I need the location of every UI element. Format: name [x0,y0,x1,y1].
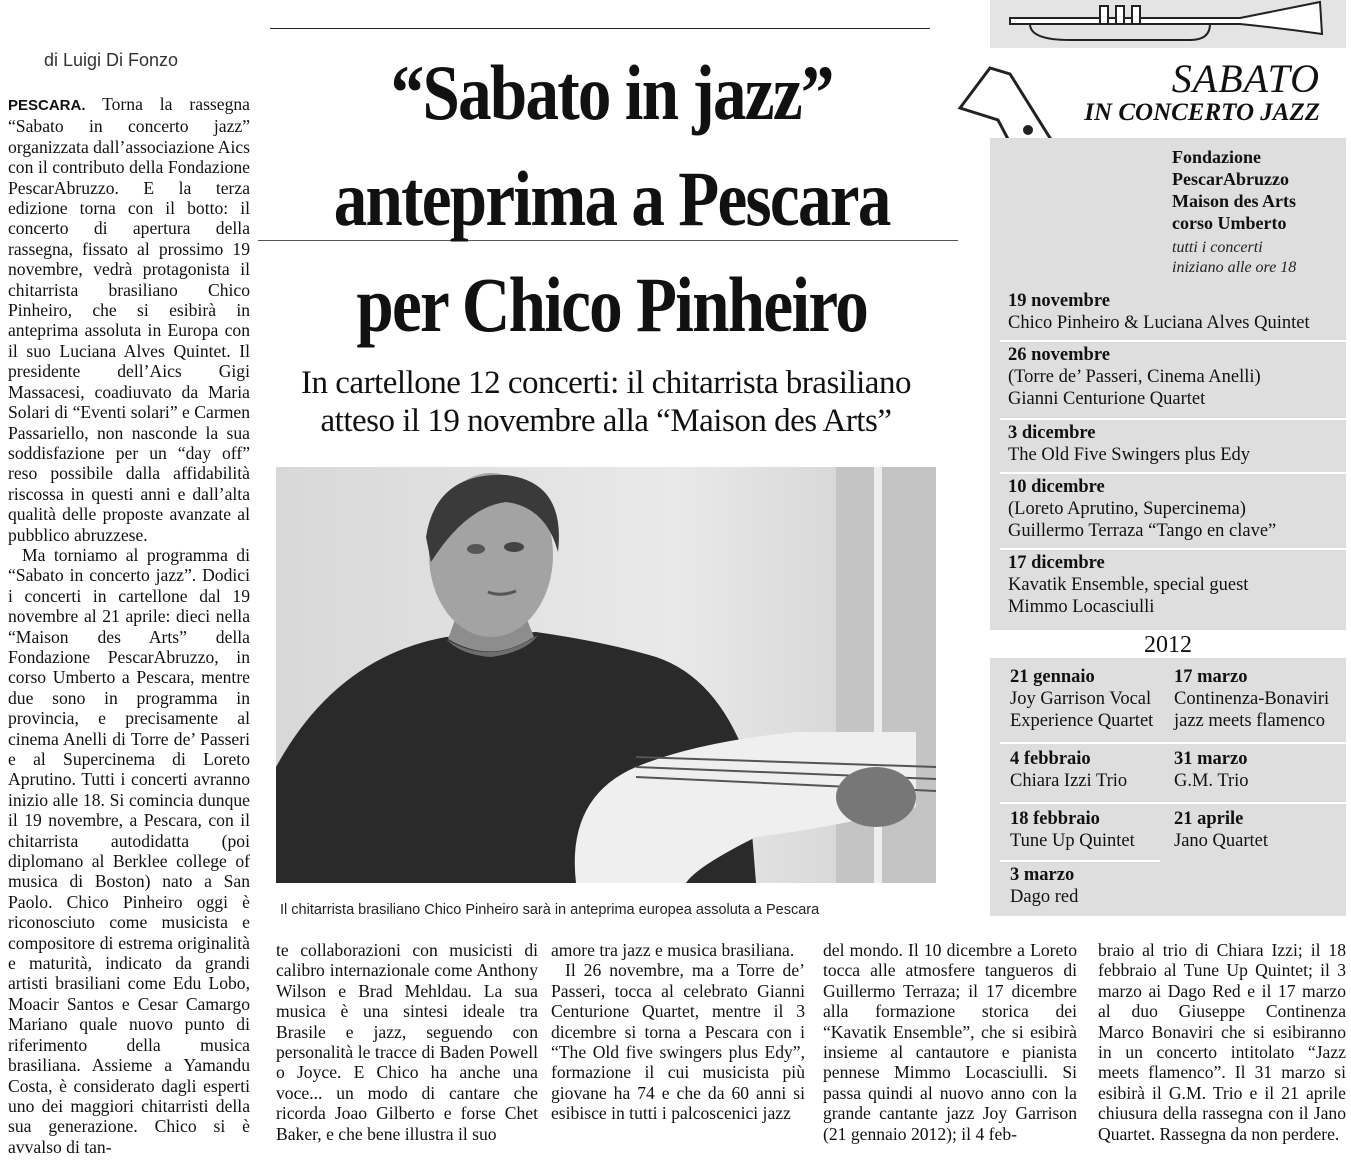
trumpet-icon [990,0,1346,48]
headline [272,40,951,358]
event-line: Continenza-Bonaviri [1174,689,1330,709]
event-item [1010,666,1180,732]
venue-line-4: corso Umberto [1172,213,1287,233]
event-date: 18 febbraio [1010,809,1100,829]
article-paragraph-1: Torna la rassegna “Sabato in concerto jazz” organizzata dall’associazione Aics con il contributo della Fondazione PescarAbruzzo. E la terza edizione torna con il botto: il concerto di apertura della rassegna, fissato al prossimo 19 novembre, vedrà protagonista il chitarrista brasiliano Chico Pinheiro, che si esibirà in anteprima assoluta in Europa con il suo Luciana Alves Quintet. Il presidente dell’Aics Gigi Massacesi, coadiuvato da Maria Solari di “Eventi solari” e Carmen Passariello, non nasconde la sua soddisfazione per un “day off” reso possibile dalla affidabilità riscossa in questi anni e dall’alta qualità delle proposte avanzate al pubblico abruzzese. [8,94,250,545]
event-item [1008,290,1342,334]
photo-illustration [276,467,936,883]
headline-line-1: “Sabato in jazz” [390,49,833,136]
event-line: Dago red [1010,887,1079,907]
event-date: 21 gennaio [1010,667,1095,687]
start-time-note-line-2: iniziano alle ore 18 [1172,259,1297,276]
start-time-note-line-1: tutti i concerti [1172,239,1263,256]
subheadline [276,364,936,440]
event-item [1008,344,1342,410]
article-column-4-text: del mondo. Il 10 dicembre a Loreto tocca alle atmosfere tangueros di Guillermo Terraza; il 17 dicembre alla formazione storica dei “Kavatik Ensemble”, che si esibirà insieme al cantautore e pianista pennese Mimmo Locasciulli. Si passa quindi al nuovo anno con la grande cantante jazz Joy Garrison (21 gennaio 2012); il 4 feb- [823,940,1077,1144]
article-column-3-text-b: Il 26 novembre, ma a Torre de’ Passeri, tocca al celebrato Gianni Centurione Quartet, mentre il 3 dicembre si torna a Pescara con i “The Old five swingers plus Edy”, formazione il cui musicista più giovane ha 74 e che da 60 anni si esibisce in tutti i palcoscenici jazz [551,960,805,1124]
event-divider [1000,340,1346,342]
event-line: G.M. Trio [1174,771,1249,791]
event-date: 17 dicembre [1008,553,1105,573]
sidebar-title [1080,58,1320,126]
article-column-5 [1098,940,1346,1166]
event-line: Chico Pinheiro & Luciana Alves Quintet [1008,313,1310,333]
venue-line-1: Fondazione [1172,147,1262,167]
event-line: Mimmo Locasciulli [1008,597,1155,617]
event-line: Gianni Centurione Quartet [1008,389,1206,409]
article-column-1 [8,94,250,1166]
event-line: (Loreto Aprutino, Supercinema) [1008,499,1246,519]
event-line: Joy Garrison Vocal [1010,689,1152,709]
event-item [1010,808,1180,852]
article-column-5-text: braio al trio di Chiara Izzi; il 18 febbraio al Tune Up Quintet; il 3 marzo ai Dago Red e il 17 marzo al duo Giuseppe Continenza Marco Bonaviri che si esibiranno in un concerto intitolato “Jazz meets flamenco”. Il 31 marzo si esibirà il G.M. Trio e il 21 aprile chiusura della rassegna con il Jano Quartet. Rassegna da non perdere. [1098,940,1346,1144]
sidebar-title-sub: IN CONCERTO JAZZ [1084,99,1320,126]
event-divider [1000,802,1346,804]
event-divider [1000,548,1346,550]
event-date: 26 novembre [1008,345,1110,365]
top-rule [270,28,930,29]
start-time-note [1172,238,1342,278]
event-line: Experience Quartet [1010,711,1154,731]
photo-chico-pinheiro [276,467,936,883]
subheadline-line-2: atteso il 19 novembre alla “Maison des Arts” [320,403,892,439]
venue-line-3: Maison des Arts [1172,191,1297,211]
event-date: 4 febbraio [1010,749,1091,769]
event-date: 17 marzo [1174,667,1248,687]
event-item [1010,748,1180,792]
article-column-3-text-a: amore tra jazz e musica brasiliana. [551,940,795,960]
event-item [1008,552,1342,618]
event-item [1008,422,1342,466]
photo-caption: Il chitarrista brasiliano Chico Pinheiro sarà in anteprima europea assoluta a Pescara [280,902,820,918]
event-item [1174,748,1344,792]
event-divider [1000,418,1346,420]
byline: di Luigi Di Fonzo [44,50,179,70]
article-column-2-text: te collaborazioni con musicisti di calibro internazionale come Anthony Wilson e Brad Mehldau. La sua musica è una sintesi ideale tra Brasile e jazz, seguendo con personalità le tracce di Baden Powell o Joyce. E Chico ha anche una voce... un modo di cantare che ricorda Joao Gilberto e forse Chet Baker, e che bene illustra il suo [276,940,538,1144]
event-divider [1000,742,1346,744]
event-line: Tune Up Quintet [1010,831,1135,851]
headline-line-3: per Chico Pinheiro [356,261,868,348]
event-divider [1000,860,1160,862]
event-date: 3 marzo [1010,865,1075,885]
event-line: (Torre de’ Passeri, Cinema Anelli) [1008,367,1261,387]
event-date: 19 novembre [1008,291,1110,311]
article-paragraph-2: Ma torniamo al programma di “Sabato in concerto jazz”. Dodici i concerti in cartellone dal 19 novembre al 21 aprile: dieci nella “Maison des Arts” della Fondazione PescarAbruzzo, in corso Umberto a Pescara, mentre due sono in programma in provincia, e precisamente al cinema Anelli di Torre de’ Passeri e al Supercinema di Loreto Aprutino. Tutti i concerti avranno inizio alle 18. Si comincia dunque il 19 novembre, a Pescara, con il chitarrista autodidatta (poi diplomano al Berklee college of musica di Boston) nato a San Paolo. Chico Pinheiro oggi è riconosciuto come musicista e compositore di estrema originalità e maturità, indicato da grandi artisti brasiliani come Edu Lobo, Moacir Santos e Cesar Camargo Mariano quale nuovo punto di riferimento della musica brasiliana. Assieme a Yamandu Costa, è considerato dagli esperti uno dei maggiori chitarristi della sua generazione. Chico si è avvalso di tan- [8,544,250,1157]
venue-info [1172,146,1342,278]
article-column-4 [823,940,1077,1166]
subheadline-line-1: In cartellone 12 concerti: il chitarrista brasiliano [301,365,911,401]
article-column-3 [551,940,805,1166]
event-line: Guillermo Terraza “Tango en clave” [1008,521,1277,541]
event-item [1010,864,1180,908]
headline-line-2: anteprima a Pescara [333,155,890,242]
event-line: The Old Five Swingers plus Edy [1008,445,1251,465]
event-date: 31 marzo [1174,749,1248,769]
event-date: 21 aprile [1174,809,1244,829]
event-date: 3 dicembre [1008,423,1096,443]
event-date: 10 dicembre [1008,477,1105,497]
event-item [1174,808,1344,852]
dateline: PESCARA. [8,97,86,114]
article-column-2 [276,940,538,1166]
event-line: Kavatik Ensemble, special guest [1008,575,1249,595]
event-line: Chiara Izzi Trio [1010,771,1128,791]
event-item [1174,666,1344,732]
event-line: Jano Quartet [1174,831,1269,851]
event-divider [1000,472,1346,474]
trumpet-panel [990,0,1346,48]
event-line: jazz meets flamenco [1174,711,1325,731]
sidebar-title-main: SABATO [1171,56,1320,101]
year-heading: 2012 [1144,632,1192,658]
venue-line-2: PescarAbruzzo [1172,169,1289,189]
event-item [1008,476,1342,542]
